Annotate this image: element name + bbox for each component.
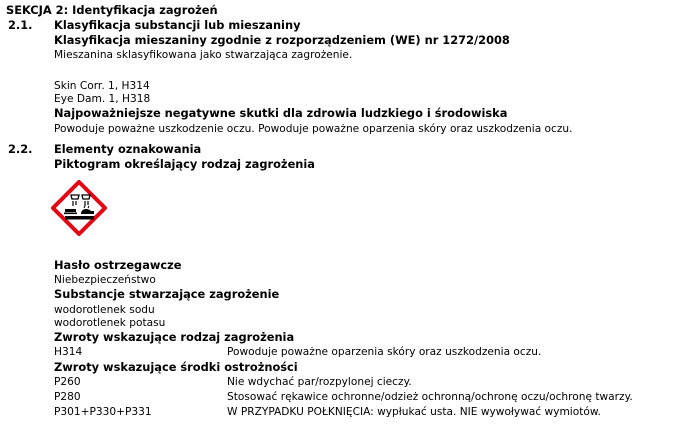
classification-statement: Mieszanina sklasyfikowana jako stwarzająca zagrożenie. [54, 49, 353, 61]
signal-word: Niebezpieczeństwo [54, 274, 156, 286]
section-title: SEKCJA 2: Identyfikacja zagrożeń [6, 3, 218, 17]
classification-heading: Klasyfikacja substancji lub mieszaniny [54, 18, 301, 32]
precaution-text: W PRZYPADKU POŁKNIĘCIA: wypłukać usta. NIE wywoływać wymiotów. [227, 406, 601, 418]
label-elements-heading: Elementy oznakowania [54, 142, 202, 156]
substances-heading: Substancje stwarzające zagrożenie [54, 287, 280, 301]
precaution-text: Stosować rękawice ochronne/odzież ochronną/ochronę oczu/ochronę twarzy. [227, 391, 633, 403]
effects-heading: Najpoważniejsze negatywne skutki dla zdrowia ludzkiego i środowiska [54, 106, 508, 120]
section-number-2-1: 2.1. [8, 18, 33, 32]
substance-item: wodorotlenek sodu [54, 304, 155, 316]
precaution-heading: Zwroty wskazujące środki ostrożności [54, 360, 298, 374]
signal-word-heading: Hasło ostrzegawcze [54, 258, 182, 272]
precaution-code: P301+P330+P331 [54, 406, 152, 418]
precaution-code: P260 [54, 376, 81, 388]
pictogram-heading: Piktogram określający rodzaj zagrożenia [54, 157, 315, 171]
precaution-code: P280 [54, 391, 81, 403]
hazard-statements-heading: Zwroty wskazujące rodzaj zagrożenia [54, 330, 295, 344]
precaution-text: Nie wdychać par/rozpylonej cieczy. [227, 376, 412, 388]
section-number-2-2: 2.2. [8, 142, 33, 156]
hazard-code: H314 [54, 346, 83, 358]
hazard-text: Powoduje poważne oparzenia skóry oraz uszkodzenia oczu. [227, 346, 542, 358]
effects-text: Powoduje poważne uszkodzenie oczu. Powoduje poważne oparzenia skóry oraz uszkodzenia oczu. [54, 123, 573, 135]
corrosion-ghs05-icon [51, 180, 107, 236]
hazard-class: Eye Dam. 1, H318 [54, 93, 151, 105]
classification-subheading: Klasyfikacja mieszaniny zgodnie z rozporządzeniem (WE) nr 1272/2008 [54, 33, 510, 47]
substance-item: wodorotlenek potasu [54, 317, 166, 329]
hazard-class: Skin Corr. 1, H314 [54, 80, 150, 92]
